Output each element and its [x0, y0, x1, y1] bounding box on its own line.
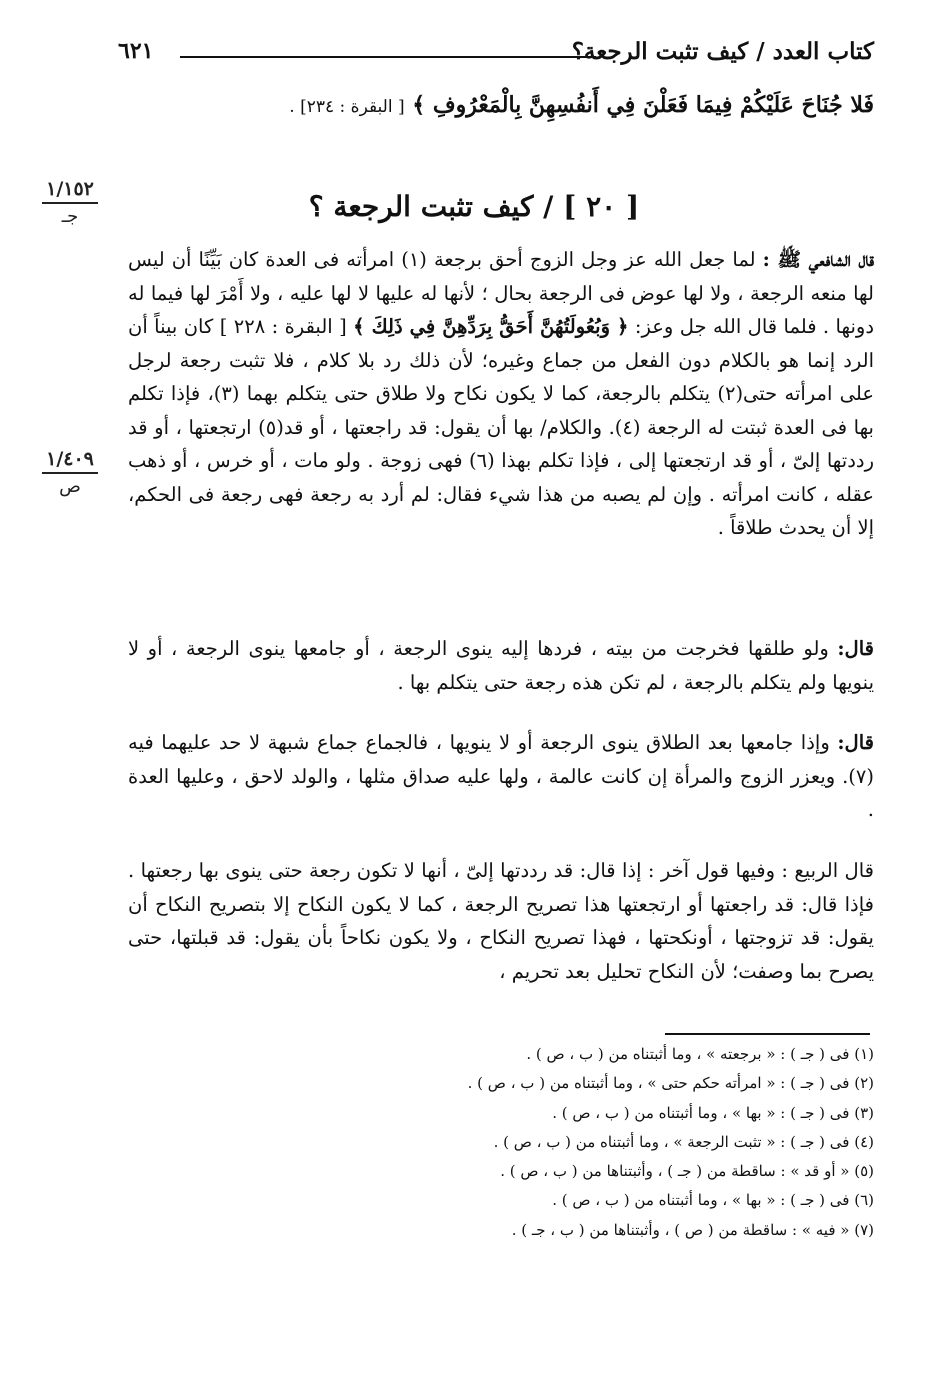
footnote: (٧) « فيه » : ساقطة من ( ص ) ، وأثبتناها من ( ب ، جـ ) . — [511, 1220, 874, 1239]
margin-ms-siglum: ص — [59, 476, 81, 497]
page-header — [118, 38, 874, 78]
verse-citation: [ البقرة : ٢٣٤] . — [289, 97, 405, 117]
paragraph-text: لما جعل الله عز وجل الزوج أحق برجعة (١) امرأته فى العدة كان بَيِّنًا أن ليس لها منعه الرجعة ، ولا لها عوض فى الرجعة بحال ؛ لأنها له عليها لا لها عليه ، ولا أَمْرَ لها فيما له دونها . فلما قال الله جل وعز: — [128, 248, 875, 338]
quran-verse: فَلا جُنَاحَ عَلَيْكُمْ فِيمَا فَعَلْنَ فِي أَنفُسِهِنَّ بِالْمَعْرُوفِ ﴾ — [412, 92, 874, 118]
paragraph-text: قال الربيع : وفيها قول آخر : إذا قال: قد رددتها إلىّ ، أنها لا تكون رجعة حتى ينوى بها رجعتها . فإذا قال: قد راجعتها أو ارتجعتها هذا تصريح الرجعة ، كما لا يكون النكاح إلا بتصريح النكاح أن يقول: قد تزوجتها ، أونكحتها ، فهذا تصريح النكاح ، ولا يكون نكاحاً بأن يقول: قد قبلتها، حتى يصرح بما وصفت؛ لأن النكاح تحليل بعد تحريم ، — [128, 859, 874, 983]
margin-manuscript-ref — [30, 178, 110, 227]
footnote: (٣) فى ( جـ ) : « بها » ، وما أثبتناه من ( ب ، ص ) . — [552, 1103, 874, 1122]
paragraph-shafii — [128, 243, 874, 545]
margin-folio: ١/١٥٢ — [42, 178, 98, 204]
continued-verse-line — [289, 92, 874, 118]
paragraph-text-continued: [ البقرة : ٢٢٨ ] كان بيناً أن الرد إنما هو بالكلام دون الفعل من جماع وغيره؛ لأن ذلك رد بلا كلام ، فلا تثبت رجعة لرجل على امرأته حتى(٢) يتكلم بالرجعة، كما لا يكون نكاح ولا طلاق حتى يتكلم بهما (٣)، فإذا تكلم بها فى العدة ثبتت له الرجعة (٤). والكلام/ بها أن يقول: قد راجعتها ، أو قد(٥) ارتجعتها ، أو قد رددتها إلىّ ، أو قد ارتجعتها إلى ، فإذا تكلم بهذا (٦) فهى زوجة . ولو مات ، أو خرس ، أو ذهب عقله ، كانت امرأته . وإن لم يصبه من هذا شيء فقال: لم أرد به رجعة فهى رجعة فى الحكم، إلا أن يحدث طلاقاً . — [128, 315, 874, 539]
footnotes — [250, 1040, 874, 1245]
footnote: (٢) فى ( جـ ) : « امرأته حكم حتى » ، وما أثبتناه من ( ب ، ص ) . — [467, 1074, 874, 1093]
margin-ms-siglum: جـ — [61, 206, 79, 227]
footnote-rule — [665, 1033, 870, 1035]
footnote: (٦) فى ( جـ ) : « بها » ، وما أثبتناه من ( ب ، ص ) . — [552, 1191, 874, 1210]
speaker-label: قال: — [837, 731, 874, 754]
footnote: (١) فى ( جـ ) : « برجعته » ، وما أثبتناه من ( ب ، ص ) . — [526, 1045, 874, 1063]
speaker-label: قال الشافعي ﷺ : — [762, 248, 874, 271]
margin-manuscript-ref — [30, 448, 110, 497]
header-rule — [180, 56, 596, 58]
page-number: ٦٢١ — [118, 38, 154, 64]
speaker-label: قال: — [837, 637, 874, 660]
paragraph-qala-2 — [128, 726, 874, 827]
margin-folio: ١/٤٠٩ — [42, 448, 98, 474]
footnote: (٤) فى ( جـ ) : « تثبت الرجعة » ، وما أثبتناه من ( ب ، ص ) . — [493, 1132, 874, 1151]
paragraph-text: وإذا جامعها بعد الطلاق ينوى الرجعة أو لا ينويها ، فالجماع جماع شبهة لا حد عليهما فيه (٧). ويعزر الزوج والمرأة إن كانت عالمة ، ولها عليه صداق مثلها ، والولد لاحق ، وعليها العدة . — [128, 731, 874, 821]
section-heading: [ ٢٠ ] / كيف تثبت الرجعة ؟ — [308, 190, 640, 223]
quran-verse-inline: ﴿ وَبُعُولَتُهُنَّ أَحَقُّ بِرَدِّهِنَّ فِي ذَلِكَ ﴾ — [353, 315, 629, 338]
footnote: (٥) « أو قد » : ساقطة من ( جـ ) ، وأثبتناها من ( ب ، ص ) . — [500, 1162, 874, 1181]
paragraph-qala-1 — [128, 632, 874, 699]
running-title: كتاب العدد / كيف تثبت الرجعة؟ — [571, 38, 874, 65]
paragraph-rabi — [128, 854, 874, 988]
paragraph-text: ولو طلقها فخرجت من بيته ، فردها إليه ينوى الرجعة ، أو جامعها ينوى الرجعة ، أو لا ينويها ولم يتكلم بالرجعة ، لم تكن هذه رجعة حتى يتكلم بها . — [128, 637, 874, 694]
